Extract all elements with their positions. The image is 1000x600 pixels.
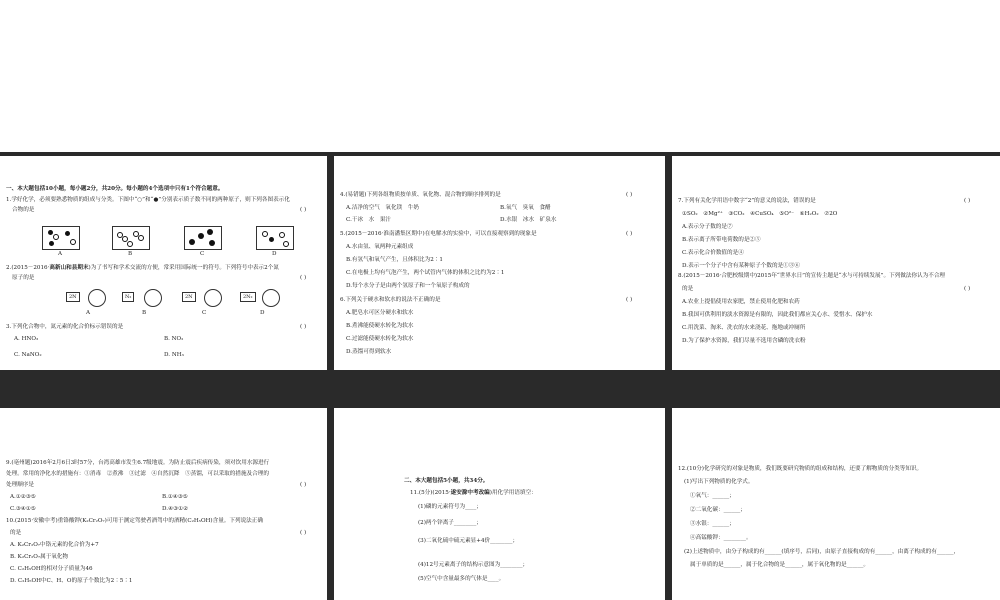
question-2-source: 高新山和县期末 bbox=[49, 265, 89, 271]
question-9-text-cont: 处理。常用的净化水的措施有：①消毒 ②煮沸 ③过滤 ④自然沉降 ⑤蒸馏，可以采取的措施及合理的 bbox=[6, 471, 269, 477]
option-d: D.为了保护水资源，我们尽量不选用含磷的洗衣粉 bbox=[682, 338, 806, 344]
section-heading: 二、本大题包括5小题，共34分。 bbox=[404, 478, 489, 484]
atom-figure-b bbox=[122, 289, 176, 307]
answer-paren: ( ) bbox=[300, 482, 307, 488]
filled-atom-icon bbox=[189, 239, 195, 245]
slide-questions-1-3 bbox=[0, 156, 327, 370]
atom-label-a: A bbox=[86, 310, 91, 316]
question-2-prefix: 2.(2015－2016· bbox=[6, 265, 50, 271]
question-10-text-cont: 的是 bbox=[10, 530, 22, 536]
atom-diagram-icon bbox=[262, 289, 280, 307]
hollow-atom-icon bbox=[138, 235, 144, 241]
option-b: B.①④③⑤ bbox=[162, 494, 188, 500]
atom-figure-d bbox=[240, 289, 294, 307]
option-a: A.农业上提倡使用农家肥，禁止使用化肥和农药 bbox=[682, 299, 800, 305]
blank-item-5: (5)空气中含量最多的气体是____。 bbox=[418, 576, 505, 582]
option-d: D.每个水分子是由两个氢原子和一个氧原子构成的 bbox=[346, 283, 470, 289]
hollow-atom-icon bbox=[262, 231, 268, 237]
figure-c bbox=[184, 226, 222, 250]
atom-diagram-icon bbox=[88, 289, 106, 307]
figure-a bbox=[42, 226, 80, 250]
atom-label-c: C bbox=[202, 310, 207, 316]
answer-paren: ( ) bbox=[300, 530, 307, 536]
slide-questions-9-10 bbox=[0, 408, 327, 600]
slide-questions-7-8 bbox=[672, 156, 1000, 370]
option-d: D. NH₃ bbox=[164, 352, 184, 358]
blank-item-3: (3)二氧化硫中硫元素显+4价________； bbox=[418, 538, 519, 544]
option-c: C. C₂H₅OH的相对分子质量为46 bbox=[10, 566, 93, 572]
hollow-atom-icon bbox=[53, 234, 59, 240]
option-b: B. NO₂ bbox=[164, 336, 184, 342]
question-5-text: 5.(2015－2016·淮南潘集区期中)在电解水的实验中，可以直接观察到的现象是 bbox=[340, 231, 537, 237]
filled-atom-icon bbox=[269, 237, 274, 242]
blank-item-1: (1)磷的元素符号为____； bbox=[418, 504, 482, 510]
option-a: A.洁净的空气 氧化镁 牛奶 bbox=[346, 205, 419, 211]
blank-item-3: ③水银：______； bbox=[690, 521, 735, 527]
question-1-text: 1.学好化学，必须要熟悉物质的组成与分类。下图中“○”和“●”分别表示质子数不同的两种原子，则下列各图表示化 bbox=[6, 197, 290, 203]
option-b: B.煮沸能使硬水转化为软水 bbox=[346, 323, 414, 329]
figure-label-c: C bbox=[200, 251, 205, 257]
top-blank-area bbox=[0, 0, 1000, 152]
question-7-items: ①SO₂ ②Mg²⁺ ③CO₂ ④CuSO₄ ⑤O²⁻ ⑥H₂O₂ ⑦2O bbox=[682, 211, 838, 217]
figure-label-d: D bbox=[272, 251, 277, 257]
blank-item-4: (4)12号元素离子的结构示意图为________； bbox=[418, 562, 529, 568]
answer-paren: ( ) bbox=[300, 275, 307, 281]
slide-question-11 bbox=[334, 408, 665, 600]
question-12-text: 12.(10分)化学研究的对象是物质，我们既要研究物质的组成和结构，还要了解物质的分类等知识。 bbox=[678, 466, 923, 472]
question-11-body: )用化学用语填空： bbox=[489, 490, 537, 496]
atom-label-b: B bbox=[142, 310, 147, 316]
blank-item-1: ①氧气：______； bbox=[690, 493, 735, 499]
option-c: C. NaNO₂ bbox=[14, 352, 42, 358]
question-3-text: 3.下列化合物中，氮元素的化合价标示错误的是 bbox=[6, 324, 124, 330]
figure-d bbox=[256, 226, 294, 250]
hollow-atom-icon bbox=[283, 241, 289, 247]
question-2-text bbox=[6, 265, 279, 272]
atom-label: N₂ bbox=[122, 292, 134, 302]
blank-item-2: ②二氧化碳：______； bbox=[690, 507, 746, 513]
question-8-text-cont: 的是 bbox=[682, 286, 694, 292]
option-d: D.表示一个分子中含有某种原子个数的是①③⑥ bbox=[682, 263, 800, 269]
question-7-text: 7.下列有关化学用语中数字“2”的意义的说法，错误的是 bbox=[678, 198, 816, 204]
option-a: A.肥皂水可区分硬水和软水 bbox=[346, 310, 414, 316]
question-11-prefix: 11.(5分)(2015· bbox=[410, 490, 451, 496]
answer-paren: ( ) bbox=[626, 192, 633, 198]
figure-label-b: B bbox=[128, 251, 133, 257]
option-b: B. K₂Cr₂O₇属于氧化物 bbox=[10, 554, 69, 560]
sub-question-1: (1)写出下列物质的化学式。 bbox=[684, 479, 754, 485]
option-d: D. C₂H₅OH中C、H、O的原子个数比为2∶5∶1 bbox=[10, 578, 133, 584]
atom-diagram-icon bbox=[144, 289, 162, 307]
option-b: B.氧气 臭氧 食醋 bbox=[500, 205, 551, 211]
atom-diagram-icon bbox=[204, 289, 222, 307]
option-c: C.表示化合价数值的是④ bbox=[682, 250, 744, 256]
option-a: A.表示分子数的是⑦ bbox=[682, 224, 733, 230]
atom-label: 2N bbox=[66, 292, 80, 302]
option-c: C.在电极上均有气泡产生，两个试管内气体的体积之比约为2∶1 bbox=[346, 270, 505, 276]
option-c: C.③④①⑤ bbox=[10, 506, 36, 512]
hollow-atom-icon bbox=[279, 232, 285, 238]
option-b: B.有氢气和氧气产生，且体积比为2∶1 bbox=[346, 257, 443, 263]
filled-atom-icon bbox=[48, 230, 53, 235]
question-11-text bbox=[410, 490, 537, 497]
section-heading: 一、本大题包括10小题，每小题2分，共20分。每小题的4个选项中只有1个符合题意。 bbox=[6, 186, 224, 192]
filled-atom-icon bbox=[207, 229, 213, 235]
figure-label-a: A bbox=[58, 251, 63, 257]
answer-paren: ( ) bbox=[626, 231, 633, 237]
filled-atom-icon bbox=[65, 231, 70, 236]
option-b: B.表示离子所带电荷数的是②⑤ bbox=[682, 237, 761, 243]
question-2-text-cont: 原子的是 bbox=[12, 275, 35, 281]
question-9-text-end: 处理顺序是 bbox=[6, 482, 34, 488]
question-2-body: )为了书写和学术交流的方便，常采用国际统一的符号。下列符号中表示2个氮 bbox=[88, 265, 279, 271]
option-c: C.过滤能使硬水转化为软水 bbox=[346, 336, 414, 342]
question-6-text: 6.下列关于硬水和软水的说法不正确的是 bbox=[340, 297, 441, 303]
answer-paren: ( ) bbox=[626, 297, 633, 303]
atom-label: 2N bbox=[182, 292, 196, 302]
option-c: C.用洗菜、淘米、洗衣的水来浇花、拖地或冲厕所 bbox=[682, 325, 806, 331]
option-a: A. HNO₃ bbox=[14, 336, 39, 342]
sub-question-2: (2)上述物质中，由分子构成的有______(填序号，后同)，由原子直接构成的有______，由离子构成的有______， bbox=[684, 549, 960, 555]
option-b: B.我国可供利用的淡水资源是有限的，因此我们都应关心水、爱惜水、保护水 bbox=[682, 312, 873, 318]
option-d: D.④③①② bbox=[162, 506, 189, 512]
figure-b bbox=[112, 226, 150, 250]
answer-paren: ( ) bbox=[964, 286, 971, 292]
option-c: C.干冰 水 果汁 bbox=[346, 217, 392, 223]
atom-label: 2N₂ bbox=[240, 292, 256, 302]
atom-figure-c bbox=[182, 289, 236, 307]
atom-figure-a bbox=[66, 289, 120, 307]
slide-question-12 bbox=[672, 408, 1000, 600]
answer-paren: ( ) bbox=[300, 324, 307, 330]
question-9-text: 9.(亳州题)2016年2月6日3时57分，台湾高雄市发生6.7级地震。为防止震后疾病传染，须对饮用水源进行 bbox=[6, 460, 270, 466]
hollow-atom-icon bbox=[70, 239, 76, 245]
question-11-source: 遂安滁中考改编 bbox=[450, 490, 490, 496]
question-8-text: 8.(2015－2016·合肥校级期中)2015年“世界水日”的宣传主题是“水与可持续发展”。下列做法你认为不合理 bbox=[678, 273, 946, 279]
option-a: A. K₂Cr₂O₇中铬元素的化合价为+7 bbox=[10, 542, 99, 548]
filled-atom-icon bbox=[49, 241, 54, 246]
blank-item-2: (2)两个锌离子________； bbox=[418, 520, 482, 526]
question-4-text: 4.(易错题)下列各组物质按单质、氧化物、混合物的顺序排列的是 bbox=[340, 192, 501, 198]
atom-label-d: D bbox=[260, 310, 265, 316]
answer-paren: ( ) bbox=[300, 207, 307, 213]
blank-item-4: ④高锰酸钾：________。 bbox=[690, 535, 752, 541]
answer-paren: ( ) bbox=[964, 198, 971, 204]
option-d: D.蒸馏可得到软水 bbox=[346, 349, 392, 355]
option-d: D.水银 冰水 矿泉水 bbox=[500, 217, 557, 223]
question-1-text-cont: 合物的是 bbox=[12, 207, 35, 213]
sub-question-2-cont: 属于单质的是______，属于化合物的是______，属于氧化物的是______。 bbox=[690, 562, 870, 568]
option-a: A.水由氢、氧两种元素组成 bbox=[346, 244, 414, 250]
filled-atom-icon bbox=[198, 233, 204, 239]
question-10-text: 10.(2015·安徽中考)重铬酸钾(K₂Cr₂O₇)可用于测定驾驶者酒驾中的酒精(C₂H₅OH)含量。下列说法正确 bbox=[6, 518, 263, 524]
filled-atom-icon bbox=[209, 240, 215, 246]
option-a: A.①②③⑤ bbox=[10, 494, 36, 500]
hollow-atom-icon bbox=[127, 241, 133, 247]
slide-questions-4-6 bbox=[334, 156, 665, 370]
